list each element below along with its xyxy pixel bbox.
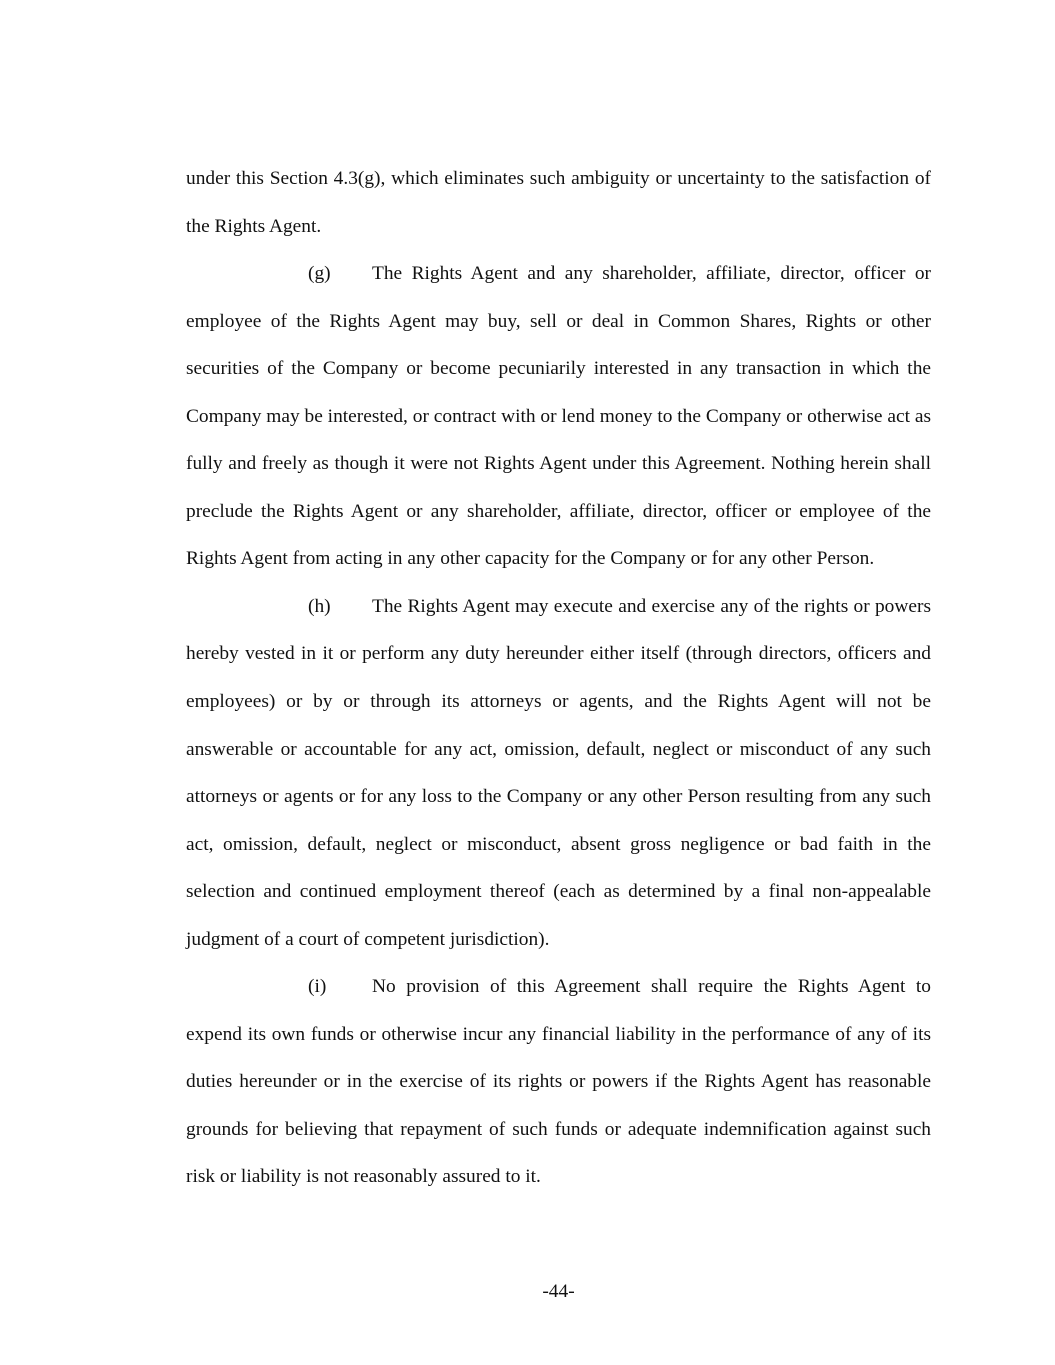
page-footer bbox=[0, 1278, 1055, 1306]
paragraph-g bbox=[186, 250, 931, 583]
paragraph-text-g: The Rights Agent and any shareholder, affiliate, director, officer or employee of the Rights Agent may buy, sell or deal in Common Shares, Rights or other securities of the Company or become pecuniarily interested in any transaction in which the Company may be interested, or contract with or lend money to the Company or otherwise act as fully and freely as though it were not Rights Agent under this Agreement. Nothing herein shall preclude the Rights Agent or any shareholder, affiliate, director, officer or employee of the Rights Agent from acting in any other capacity for the Company or for any other Person. bbox=[186, 263, 931, 570]
paragraph-marker-h: (h) bbox=[308, 595, 331, 617]
page-number: -44- bbox=[542, 1281, 575, 1302]
paragraph-text-h: The Rights Agent may execute and exercise any of the rights or powers hereby vested in it or perform any duty hereunder either itself (through directors, officers and employees) or by or through its attorneys or agents, and the Rights Agent will not be answerable or accountable for any act, omission, default, neglect or misconduct of any such attorneys or agents or for any loss to the Company or any other Person resulting from any such act, omission, default, neglect or misconduct, absent gross negligence or bad faith in the selection and continued employment thereof (each as determined by a final non-appealable judgment of a court of competent jurisdiction). bbox=[186, 595, 931, 950]
paragraph-text-i: No provision of this Agreement shall require the Rights Agent to expend its own funds or otherwise incur any financial liability in the performance of any of its duties hereunder or in the exercise of its rights or powers if the Rights Agent has reasonable grounds for believing that repayment of such funds or adequate indemnification against such risk or liability is not reasonably assured to it. bbox=[186, 976, 931, 1188]
paragraph-marker-g: (g) bbox=[308, 263, 331, 285]
paragraph-i bbox=[186, 963, 931, 1201]
document-body bbox=[186, 155, 931, 1201]
continuation-paragraph: under this Section 4.3(g), which eliminates such ambiguity or uncertainty to the satisfaction of the Rights Agent. bbox=[186, 168, 931, 237]
paragraph-h bbox=[186, 583, 931, 963]
paragraph-marker-i: (i) bbox=[308, 976, 327, 998]
